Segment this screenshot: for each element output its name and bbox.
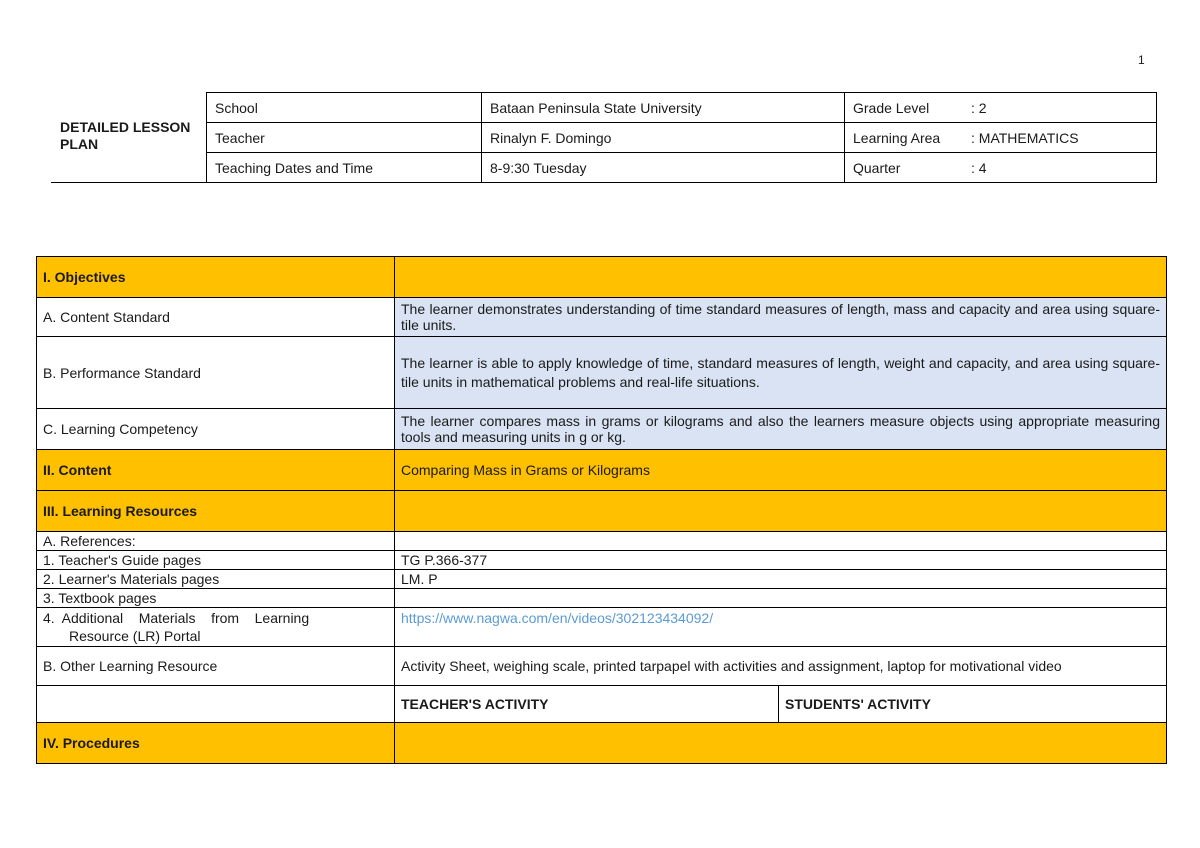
lesson-plan-table — [36, 256, 1167, 764]
teacher-value: Rinalyn F. Domingo — [482, 123, 845, 153]
school-label: School — [207, 93, 482, 123]
content-standard-text: The learner demonstrates understanding of time standard measures of length, mass and capacity and area using square-tile units. — [395, 298, 1167, 337]
grade-label: Grade Level — [853, 99, 930, 116]
other-resource-row — [37, 647, 1167, 686]
learners-materials-row — [37, 570, 1167, 589]
references-empty — [395, 532, 1167, 551]
additional-materials-link[interactable]: https://www.nagwa.com/en/videos/302123434092/ — [401, 610, 714, 626]
content-heading: II. Content — [37, 450, 395, 491]
procedures-row — [37, 723, 1167, 764]
learning-competency-label: C. Learning Competency — [37, 409, 395, 450]
students-activity-heading: STUDENTS' ACTIVITY — [779, 686, 1167, 723]
dates-value: 8-9:30 Tuesday — [482, 153, 845, 183]
area-label: Learning Area — [853, 129, 941, 146]
learning-competency-row — [37, 409, 1167, 450]
additional-materials-label-line1: 4. Additional Materials from Learning — [43, 610, 310, 626]
header-row-school — [207, 93, 1157, 123]
additional-materials-label-line2: Resource (LR) Portal — [69, 628, 201, 644]
learners-materials-label: 2. Learner's Materials pages — [37, 570, 395, 589]
school-value: Bataan Peninsula State University — [482, 93, 845, 123]
additional-materials-label — [37, 608, 395, 647]
header-row-dates — [207, 153, 1157, 183]
teacher-activity-heading: TEACHER'S ACTIVITY — [395, 686, 779, 723]
document-title-text: DETAILED LESSON PLAN — [60, 119, 191, 152]
grade-value: : 2 — [971, 99, 987, 116]
references-row — [37, 532, 1167, 551]
other-resource-value: Activity Sheet, weighing scale, printed tarpapel with activities and assignment, laptop for motivational video — [395, 647, 1167, 686]
objectives-row — [37, 257, 1167, 298]
content-row — [37, 450, 1167, 491]
learning-resources-heading: III. Learning Resources — [37, 491, 395, 532]
other-resource-label: B. Other Learning Resource — [37, 647, 395, 686]
content-standard-label: A. Content Standard — [37, 298, 395, 337]
teachers-guide-label: 1. Teacher's Guide pages — [37, 551, 395, 570]
textbook-label: 3. Textbook pages — [37, 589, 395, 608]
performance-standard-row — [37, 337, 1167, 409]
procedures-heading: IV. Procedures — [37, 723, 395, 764]
learning-competency-text: The learner compares mass in grams or kilograms and also the learners measure objects using appropriate measuring tools and measuring units in g or kg. — [395, 409, 1167, 450]
dates-label: Teaching Dates and Time — [207, 153, 482, 183]
objectives-heading: I. Objectives — [37, 257, 395, 298]
additional-materials-link-cell — [395, 608, 1167, 647]
textbook-row — [37, 589, 1167, 608]
learning-resources-empty — [395, 491, 1167, 532]
quarter-label: Quarter — [853, 159, 901, 176]
activity-header-empty — [37, 686, 395, 723]
area-cell — [845, 123, 1157, 153]
teachers-guide-value: TG P.366-377 — [395, 551, 1167, 570]
page-number: 1 — [1138, 53, 1145, 67]
quarter-value: : 4 — [971, 159, 987, 176]
objectives-empty — [395, 257, 1167, 298]
header-row-teacher — [207, 123, 1157, 153]
learners-materials-value: LM. P — [395, 570, 1167, 589]
procedures-empty — [395, 723, 1167, 764]
textbook-value — [395, 589, 1167, 608]
teachers-guide-row — [37, 551, 1167, 570]
activity-header-row — [37, 686, 1167, 723]
content-text: Comparing Mass in Grams or Kilograms — [395, 450, 1167, 491]
content-standard-row — [37, 298, 1167, 337]
teacher-label: Teacher — [207, 123, 482, 153]
learning-resources-row — [37, 491, 1167, 532]
quarter-cell — [845, 153, 1157, 183]
area-value: : MATHEMATICS — [971, 129, 1079, 146]
title-underline — [51, 182, 207, 183]
document-title — [60, 119, 200, 153]
grade-cell — [845, 93, 1157, 123]
performance-standard-label: B. Performance Standard — [37, 337, 395, 409]
additional-materials-row — [37, 608, 1167, 647]
performance-standard-text: The learner is able to apply knowledge of time, standard measures of length, weight and capacity, and area using square-tile units in mathematical problems and real-life situations. — [395, 337, 1167, 409]
references-label: A. References: — [37, 532, 395, 551]
header-info-table — [206, 92, 1157, 183]
